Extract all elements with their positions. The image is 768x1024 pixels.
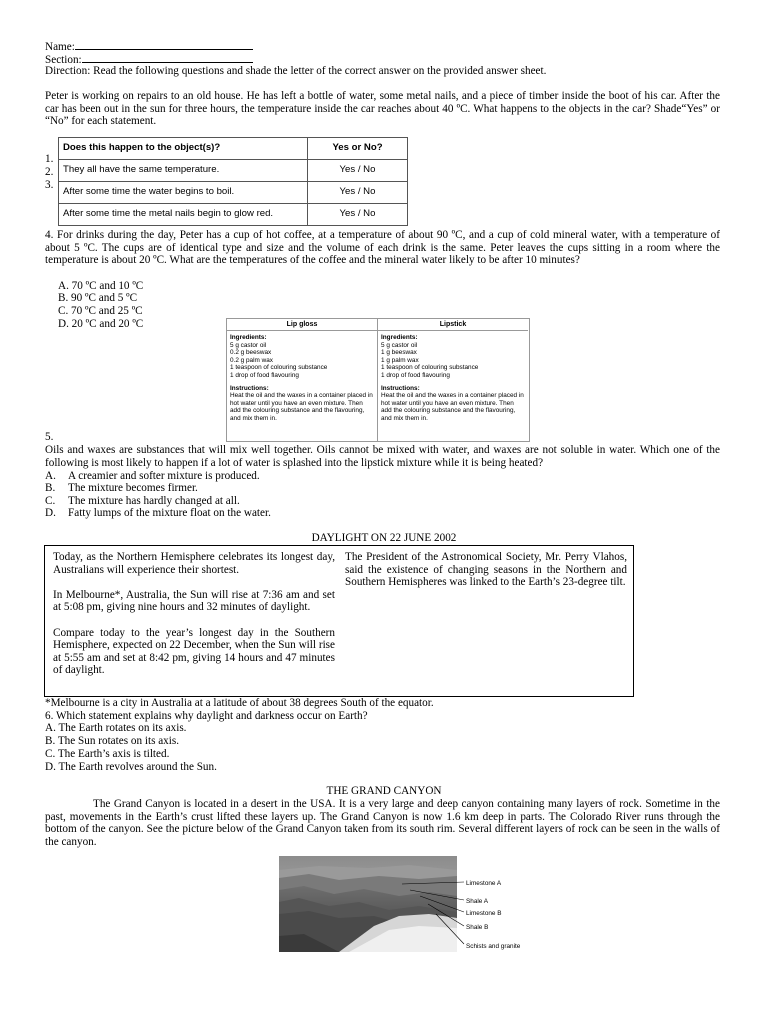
ingredient-item: 0.2 g beeswax — [230, 349, 272, 357]
table-header-statement: Does this happen to the object(s)? — [59, 138, 308, 160]
option-letter: C. — [45, 495, 56, 507]
lipstick-column — [378, 319, 528, 441]
option-letter: B. — [45, 482, 56, 494]
option-text: Fatty lumps of the mixture float on the water. — [68, 507, 271, 519]
option-letter: D. — [45, 507, 56, 519]
layer-label: Limestone B — [466, 910, 502, 917]
table-row-answer: Yes / No — [308, 204, 408, 226]
ingredient-item: 1 teaspoon of colouring substance — [230, 364, 328, 372]
name-blank — [75, 39, 253, 50]
option-text: The mixture becomes firmer. — [68, 482, 198, 494]
name-label: Name: — [45, 41, 75, 53]
daylight-paragraph: In Melbourne*, Australia, the Sun will rise at 7:36 am and set at 5:08 pm, giving nine hours and 32 minutes of daylight. — [53, 588, 335, 614]
section-blank — [82, 52, 253, 63]
layer-label: Shale B — [466, 924, 489, 931]
canyon-passage: The Grand Canyon is located in a desert in the USA. It is a very large and deep canyon containing many layers of rock. Sometime in the past, movements in the Earth’s crust lifted these layers up. The Grand Canyon is now 1.6 km deep in parts. The Colorado River runs through the bottom of the canyon. See the picture below of the Grand Canyon taken from its south rim. Several different layers of rock can be seen in the walls of the canyon. — [45, 798, 720, 848]
lipstick-instructions-label: Instructions: — [381, 384, 420, 392]
option-text: A creamier and softer mixture is produced. — [68, 470, 260, 482]
section-label: Section: — [45, 54, 82, 66]
daylight-title: DAYLIGHT ON 22 JUNE 2002 — [311, 532, 457, 544]
q6-stem: 6. Which statement explains why daylight and darkness occur on Earth? — [45, 710, 368, 722]
q5-stem: Oils and waxes are substances that will mix well together. Oils cannot be mixed with water, and waxes are not soluble in water. Which one of the following is most likely to happen if a lot of water is splashed into the lipstick mixture while it is being heated? — [45, 444, 720, 469]
option-letter: A. — [45, 470, 56, 482]
lipgloss-column — [227, 319, 378, 441]
daylight-paragraph: Compare today to the year’s longest day in the Southern Hemisphere, expected on 22 December, when the Sun will rise at 5:55 am and set at 8:42 pm, giving 14 hours and 47 minutes of daylight. — [53, 626, 335, 677]
lipstick-instructions: Heat the oil and the waxes in a container placed in hot water until you have an even mixture. Then add the colouring substance and the flavouring, and mix them in. — [381, 392, 524, 422]
lipgloss-instructions-label: Instructions: — [230, 384, 269, 392]
q5-option-d — [45, 507, 271, 520]
q4-option-a: A. 70 ºC and 10 ºC — [58, 280, 144, 292]
q5-number: 5. — [45, 431, 54, 443]
table-row — [59, 182, 408, 204]
layer-label: Shale A — [466, 898, 489, 905]
q5-option-b — [45, 482, 198, 495]
canyon-title: THE GRAND CANYON — [326, 785, 442, 797]
ingredient-item: 5 g castor oil — [230, 341, 267, 349]
table-row-answer: Yes / No — [308, 182, 408, 204]
q6-option-b: B. The Sun rotates on its axis. — [45, 735, 180, 747]
lipgloss-instructions: Heat the oil and the waxes in a container placed in hot water until you have an even mixture. Then add the colouring substance and the flavouring, and mix them in. — [230, 392, 373, 422]
q3-number: 3. — [45, 179, 54, 191]
ingredient-item: 1 drop of food flavouring — [381, 371, 450, 379]
lipgloss-title: Lip gloss — [227, 319, 377, 331]
table-row-statement: After some time the water begins to boil. — [59, 182, 308, 204]
q1-number: 1. — [45, 153, 54, 165]
passage-car: Peter is working on repairs to an old house. He has left a bottle of water, some metal nails, and a piece of timber inside the boot of his car. After the car has been out in the sun for three hours, the temperature inside the car reaches about 40 ºC. What happens to the objects in the car? Shade“Yes” or “No” for each statement. — [45, 90, 720, 128]
ingredient-item: 1 teaspoon of colouring substance — [381, 364, 479, 372]
table-header-row — [59, 138, 408, 160]
ingredient-item: 0.2 g palm wax — [230, 356, 273, 364]
q5-option-c — [45, 495, 240, 508]
layer-label: Schists and granite — [466, 943, 521, 950]
table-row-statement: After some time the metal nails begin to glow red. — [59, 204, 308, 226]
q4-stem: 4. For drinks during the day, Peter has a cup of hot coffee, at a temperature of about 90 ºC, and a cup of cold mineral water, with a temperature of about 5 ºC. The cups are of identical type and size and the volume of each drink is the same. Peter leaves the cups sitting in a room where the temperature is about 20 ºC. What are the temperatures of the coffee and the mineral water likely to be after 10 minutes? — [45, 229, 720, 267]
layer-label: Limestone A — [466, 880, 502, 887]
cosmetics-comparison-figure — [226, 318, 530, 442]
label-leader-lines — [400, 870, 470, 950]
q5-option-a — [45, 470, 260, 483]
ingredient-item: 1 drop of food flavouring — [230, 371, 299, 379]
option-text: The mixture has hardly changed at all. — [68, 495, 240, 507]
ingredient-item: 1 g beeswax — [381, 349, 417, 357]
table-row — [59, 204, 408, 226]
q6-option-c: C. The Earth’s axis is tilted. — [45, 748, 170, 760]
q6-option-a: A. The Earth rotates on its axis. — [45, 722, 187, 734]
q2-number: 2. — [45, 166, 54, 178]
ingredient-item: 1 g palm wax — [381, 356, 419, 364]
q4-option-b: B. 90 ºC and 5 ºC — [58, 292, 138, 304]
lipgloss-ingredients-label: Ingredients: — [230, 334, 267, 341]
daylight-paragraph: Today, as the Northern Hemisphere celebrates its longest day, Australians will experience their shortest. — [53, 551, 335, 576]
daylight-footnote: *Melbourne is a city in Australia at a latitude of about 38 degrees South of the equator. — [45, 697, 434, 709]
table-row — [59, 160, 408, 182]
table-row-answer: Yes / No — [308, 160, 408, 182]
daylight-article-box — [44, 545, 634, 697]
daylight-paragraph: The President of the Astronomical Society, Mr. Perry Vlahos, said the existence of changing seasons in the Northern and Southern Hemispheres was linked to the Earth’s 23-degree tilt. — [345, 551, 627, 589]
table-row-statement: They all have the same temperature. — [59, 160, 308, 182]
lipstick-title: Lipstick — [378, 319, 528, 331]
daylight-column-right — [345, 551, 627, 589]
q6-option-d: D. The Earth revolves around the Sun. — [45, 761, 217, 773]
yes-no-table — [58, 137, 408, 226]
daylight-column-left — [53, 551, 335, 677]
q4-option-d: D. 20 ºC and 20 ºC — [58, 318, 144, 330]
q4-option-c: C. 70 ºC and 25 ºC — [58, 305, 143, 317]
lipstick-ingredients-label: Ingredients: — [381, 334, 418, 341]
ingredient-item: 5 g castor oil — [381, 341, 418, 349]
direction-text: Direction: Read the following questions and shade the letter of the correct answer on the provided answer sheet. — [45, 65, 547, 77]
table-header-answer: Yes or No? — [308, 138, 408, 160]
